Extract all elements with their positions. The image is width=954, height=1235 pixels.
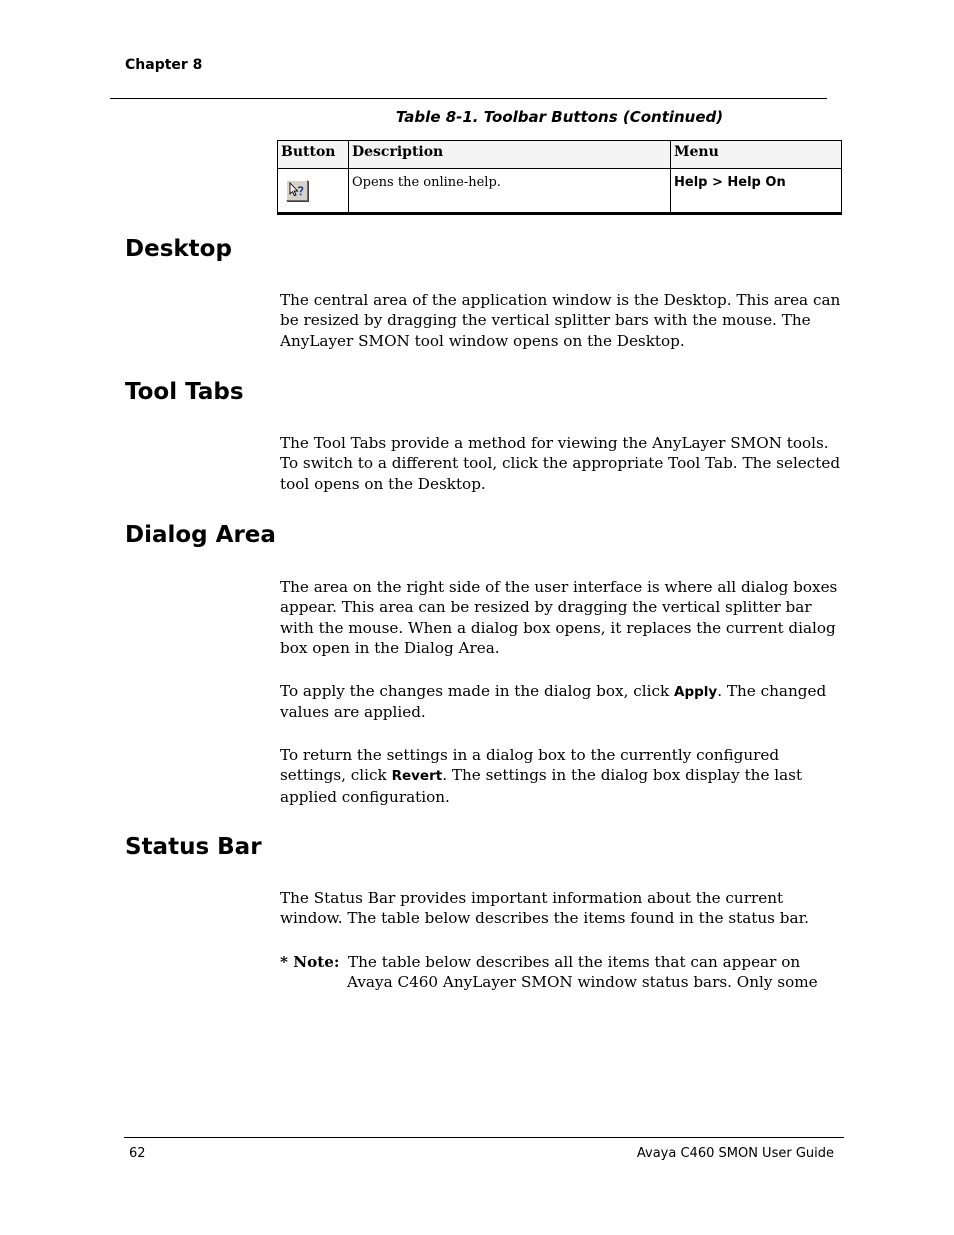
- dialog-area-paragraph-3: [280, 745, 845, 807]
- page-number: 62: [129, 1146, 146, 1161]
- apply-button-label: Apply: [674, 684, 718, 700]
- note-line-2: Avaya C460 AnyLayer SMON window status bars. Only some: [347, 973, 818, 992]
- revert-text-pre: To return the settings in a dialog box to the currently configured settings, click: [280, 746, 780, 785]
- apply-text-post: . The changed values are applied.: [280, 682, 827, 722]
- button-cell: [278, 169, 349, 214]
- toolbar-buttons-table: [277, 140, 842, 215]
- apply-text-pre: To apply the changes made in the dialog box, click: [280, 682, 675, 700]
- chapter-label: Chapter 8: [125, 57, 203, 73]
- table-header-row: [278, 141, 842, 169]
- note-label: * Note:: [280, 953, 340, 971]
- footer-rule: [124, 1137, 844, 1138]
- revert-button-label: Revert: [391, 768, 443, 785]
- status-bar-paragraph: The Status Bar provides important information about the current window. The table below describes the items found in the status bar.: [280, 889, 810, 928]
- table-caption: Table 8-1. Toolbar Buttons (Continued): [395, 108, 724, 126]
- dialog-area-paragraph-1: The area on the right side of the user interface is where all dialog boxes appear. This area can be resized by dragging the vertical splitter bar with the mouse. When a dialog box opens, it replaces the current dialog box open in the Dialog Area.: [280, 578, 838, 657]
- column-header-button: Button: [278, 141, 349, 169]
- note-line-1: The table below describes all the items that can appear on: [348, 953, 801, 971]
- tool-tabs-paragraph: The Tool Tabs provide a method for viewing the AnyLayer SMON tools. To switch to a different tool, click the appropriate Tool Tab. The selected tool opens on the Desktop.: [280, 434, 841, 493]
- column-header-menu: Menu: [671, 141, 842, 169]
- menu-cell: Help > Help On: [671, 169, 842, 214]
- description-cell: Opens the online-help.: [349, 169, 671, 214]
- table-row: [278, 169, 842, 214]
- heading-dialog-area: Dialog Area: [125, 522, 276, 548]
- heading-tool-tabs: Tool Tabs: [125, 379, 244, 405]
- note-block: [280, 952, 845, 993]
- footer-guide-title: Avaya C460 SMON User Guide: [636, 1146, 834, 1161]
- column-header-description: Description: [349, 141, 671, 169]
- heading-desktop: Desktop: [125, 236, 232, 262]
- revert-text-post: . The settings in the dialog box display the last applied configuration.: [280, 766, 803, 806]
- desktop-paragraph: The central area of the application window is the Desktop. This area can be resized by dragging the vertical splitter bars with the mouse. The AnyLayer SMON tool window opens on the Desktop.: [280, 291, 841, 350]
- heading-status-bar: Status Bar: [125, 834, 262, 860]
- header-rule: [110, 98, 827, 99]
- help-pointer-icon: [286, 180, 308, 201]
- dialog-area-paragraph-2: [280, 681, 845, 723]
